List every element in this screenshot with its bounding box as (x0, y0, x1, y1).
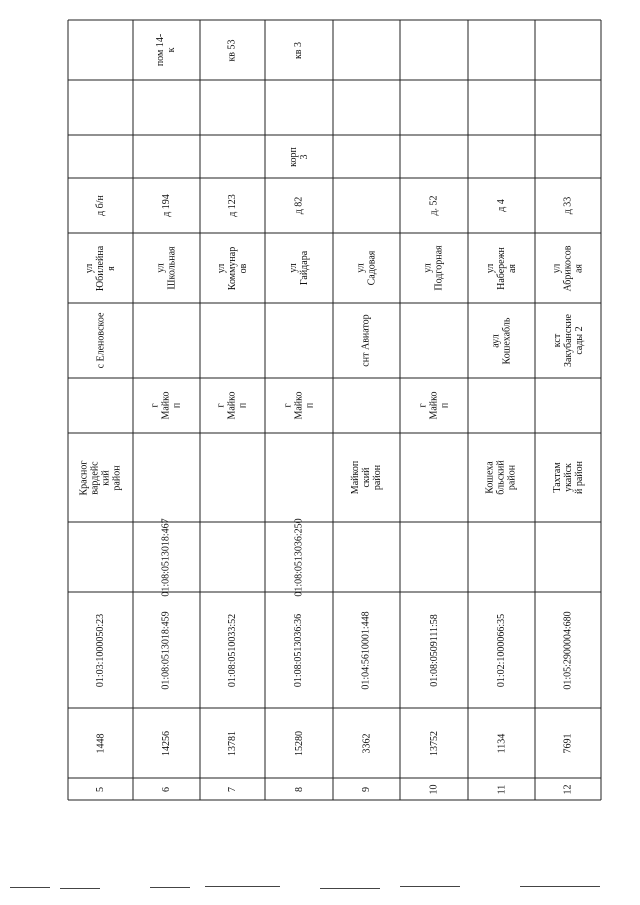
footer-line (205, 886, 280, 887)
cell-text: д 194 (161, 194, 172, 217)
footer-line (400, 886, 460, 887)
cell-text: ул Гайдара (287, 250, 310, 286)
cell-text: 01:02:1000066:35 (496, 613, 507, 687)
cell-text: ул Школьная (155, 246, 178, 290)
cell-text: снт Авиатор (361, 314, 372, 367)
cell-text: 7691 (562, 733, 574, 753)
cell-text: кв 53 (227, 38, 238, 62)
cell-text: 5 (95, 786, 106, 792)
cell-text: д 4 (496, 199, 507, 212)
cell-text: 01:08:0510033:52 (227, 613, 238, 687)
cell-text: ул Абрикосов ая (551, 245, 585, 291)
cell-text: 01:04:5610001:448 (361, 610, 372, 690)
cell-text: ул Подгорная (422, 245, 445, 291)
cell-text: ул Набережн ая (484, 246, 518, 290)
cell-text: аул Кошехабль (490, 317, 513, 364)
cell-text: 15280 (293, 730, 305, 756)
cell-text: 8 (293, 786, 305, 792)
cell-text: д б/н (95, 195, 106, 216)
cell-text: г Майко п (282, 391, 316, 420)
cell-text: 1448 (95, 733, 106, 753)
cell-text: 01:08:0509111:58 (428, 613, 440, 687)
cell-text: 9 (361, 786, 372, 792)
cell-text: 13752 (428, 730, 440, 756)
cell-text: 10 (428, 784, 440, 794)
cell-text: г Майко п (215, 391, 249, 420)
cell-text: 01:08:0513036:36 (293, 613, 305, 687)
footer-line (60, 888, 100, 889)
cell-text: 12 (562, 784, 574, 794)
cell-text: 01:03:1000050:23 (95, 613, 106, 687)
cell-text: д 82 (293, 196, 305, 215)
cell-text: кст Закубанские сады 2 (551, 314, 585, 367)
footer-line (520, 886, 600, 887)
cell-text: кв 3 (293, 41, 305, 59)
footer-line (320, 888, 380, 889)
cell-text: с Еленовское (95, 312, 106, 369)
cell-text: пом 14- к (155, 33, 178, 67)
cell-text: г Майко п (417, 391, 451, 420)
cell-text: д. 52 (428, 195, 440, 216)
cell-text: Майкоп ский район (349, 460, 383, 495)
cell-text: 01:05:2900004:680 (562, 610, 574, 690)
cell-text: 7 (227, 786, 238, 792)
cell-text: Красног вардейс кий район (78, 460, 123, 495)
cell-text: Тахтам укайск й район (551, 461, 585, 494)
cell-text: 11 (495, 784, 507, 794)
cell-text: г Майко п (149, 391, 183, 420)
cell-text: 01:08:0513018:459 (161, 610, 172, 690)
cell-text: ул Садовая (355, 250, 378, 286)
cell-text: д 33 (562, 196, 574, 215)
footer-line (10, 887, 50, 888)
cell-text: 01:08:0513036:250 (293, 517, 305, 597)
cell-text: 6 (161, 786, 172, 792)
cell-text: Кошеха бльский район (484, 460, 518, 495)
cell-text: ул Юбилейна я (83, 245, 117, 291)
cell-text: 13781 (227, 730, 238, 756)
cell-text: 01:08:0513018:467 (161, 517, 172, 597)
cell-text: 1134 (495, 733, 507, 753)
footer-line (150, 887, 190, 888)
cell-text: 14256 (161, 730, 172, 756)
cell-text: корп 3 (287, 146, 310, 167)
cell-text: д 123 (227, 194, 238, 217)
cell-text: 3362 (361, 733, 372, 753)
cell-text: ул Коммунар ов (216, 246, 249, 290)
